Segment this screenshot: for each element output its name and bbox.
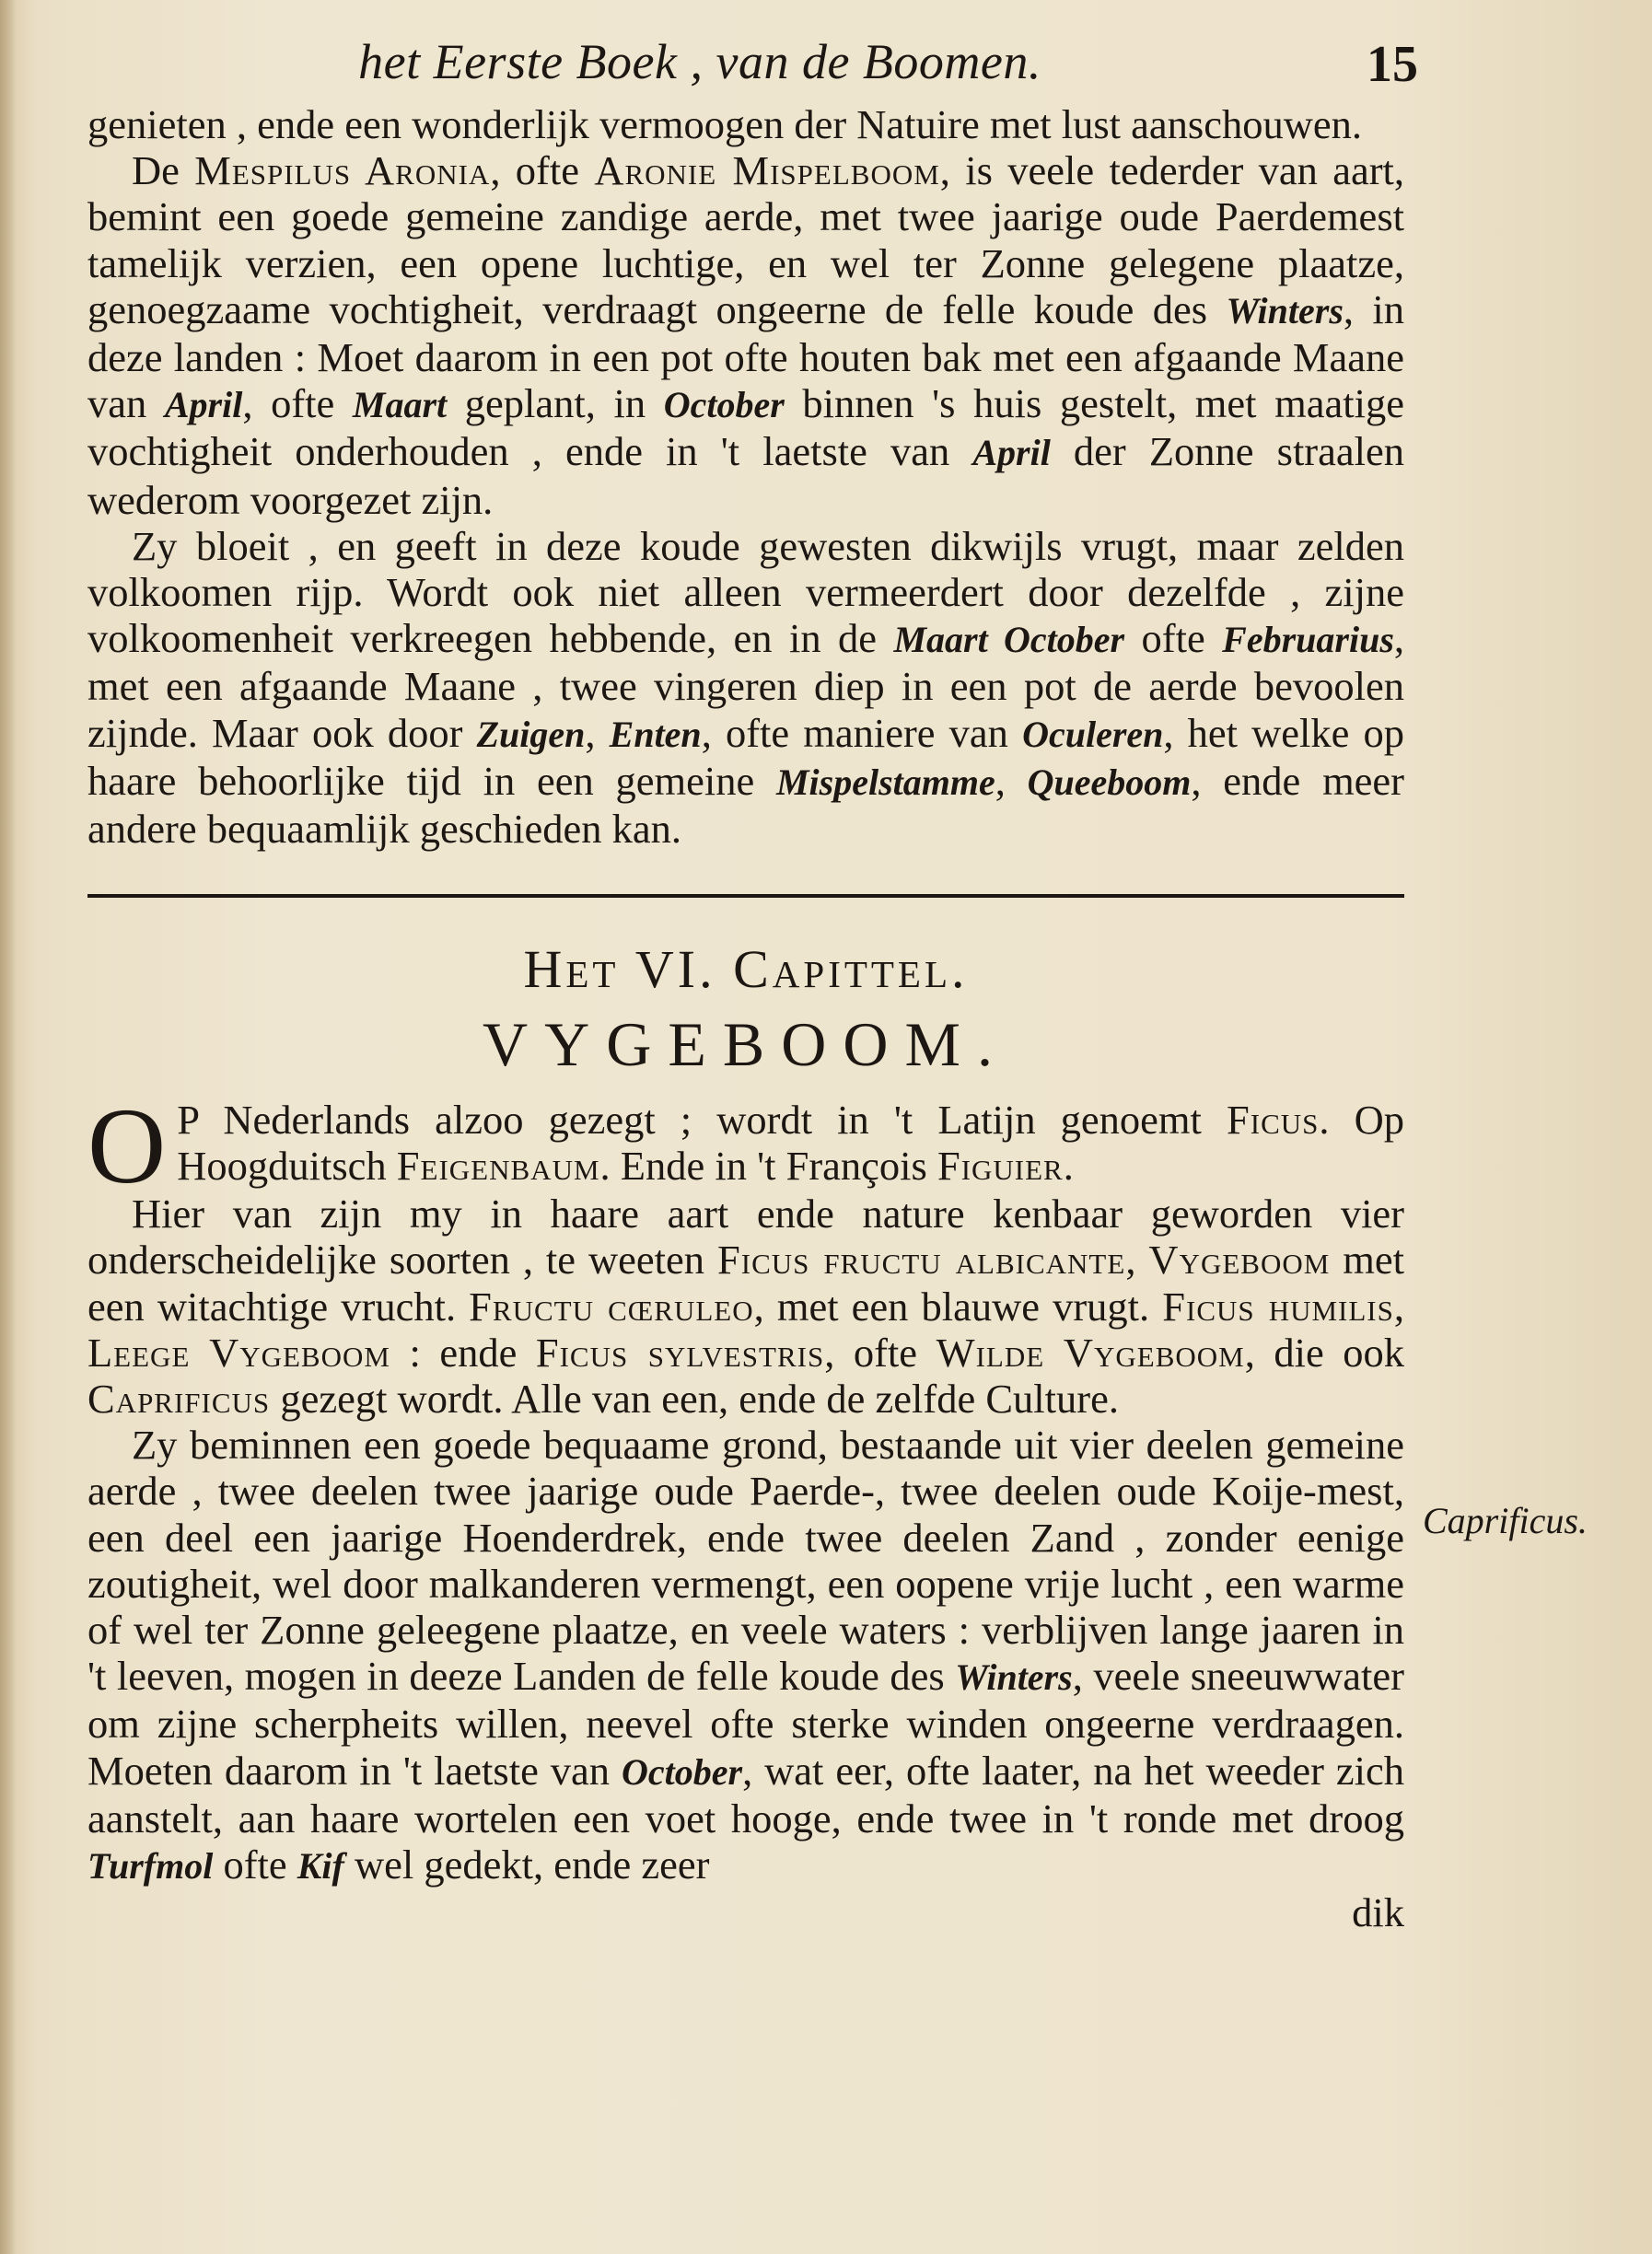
paragraph-4: O P Nederlands alzoo gezegt ; wordt in 't Latijn genoemt Ficus. Op Hoogduitsch Feigenbaum. Ende in 't François Figuier.	[87, 1086, 1405, 1207]
latin-name: Mespilus Aronia	[194, 147, 491, 194]
paragraph-3: Zy bloeit , en geeft in deze koude gewesten dikwijls vrugt, maar zelden volkoomen rijp. Wordt ook niet alleen vermeerdert door dezelfde , zijne volkoomenheit verkreegen hebbende, en in de Maart October ofte Februarius, met een afgaande Maane , twee vingeren diep in een pot de aerde bevoolen zijnde. Maar ook door Zuigen, Enten, ofte maniere van Oculeren, het welke op haare behoorlijke tijd in een gemeine Mispelstamme, Queeboom, ende meer andere bequaamlijk geschieden kan.	[87, 522, 1405, 853]
chapter-heading: Het VI. Capittel.	[523, 939, 969, 1000]
paragraph-1: genieten , ende een wonderlijk vermoogen der Natuire met lust aanschouwen.	[87, 101, 1362, 147]
paragraph-2: De Mespilus Aronia, ofte Aronie Mispelboom, is veele tederder van aart, bemint een goede gemeine zandige aerde, met twee jaarige oude Paerdemest tamelijk verzien, een opene luchtige, en wel ter Zonne gelegene plaatze, genoegzaame vochtigheit, verdraagt ongeerne de felle koude des Winters, in deze landen : Moet daarom in een pot ofte houten bak met een afgaande Maane van April, ofte Maart geplant, in October binnen 's huis gestelt, met maatige vochtigheit onderhouden , ende in 't laetste van April der Zonne straalen wederom voorgezet zijn.	[87, 147, 1405, 523]
margin-note: Caprificus.	[1423, 1500, 1588, 1541]
drop-cap: O	[87, 1086, 167, 1207]
section-rule	[87, 894, 1404, 898]
spine-shadow	[0, 0, 17, 2254]
paragraph-5: Hier van zijn my in haare aart ende nature kenbaar geworden vier onderscheidelijke soorten , te weeten Ficus fructu albicante, Vygeboom met een witachtige vrucht. Fructu cœruleo, met een blauwe vrugt. Ficus humilis, Leege Vygeboom : ende Ficus sylvestris, ofte Wilde Vygeboom, die ook Caprificus gezegt wordt. Alle van een, ende de zelfde Culture.	[87, 1191, 1405, 1423]
dutch-name: Aronie Mispelboom	[594, 147, 940, 194]
paragraph-6: Zy beminnen een goede bequaame grond, bestaande uit vier deelen gemeine aerde , twee deelen twee jaarige oude Paerde-, twee deelen oude Koije-mest, een deel een jaarige Hoenderdrek, ende twee deelen Zand , zonder eenige zoutigheit, wel door malkanderen vermengt, een oopene vrije lucht , een warme of wel ter Zonne geleegene plaatze, en veele waters : verblijven lange jaaren in 't leeven, mogen in deeze Landen de felle koude des Winters, veele sneeuwwater om zijne scherpheits willen, neevel ofte sterke winden ongeerne verdraagen. Moeten daarom in 't laetste van October, wat eer, ofte laater, na het weeder zich aanstelt, aan haare wortelen een voet hooge, ende twee in 't ronde met droog Turfmol ofte Kif wel gedekt, ende zeer	[87, 1422, 1405, 1888]
body-text	[87, 101, 1404, 1936]
page-number: 15	[1367, 36, 1418, 93]
page-header	[92, 26, 1418, 99]
running-head: het Eerste Boek , van de Boomen.	[358, 34, 1041, 89]
catchword: dik	[1352, 1889, 1404, 1936]
chapter-title: VYGEBOOM.	[483, 1009, 1009, 1080]
